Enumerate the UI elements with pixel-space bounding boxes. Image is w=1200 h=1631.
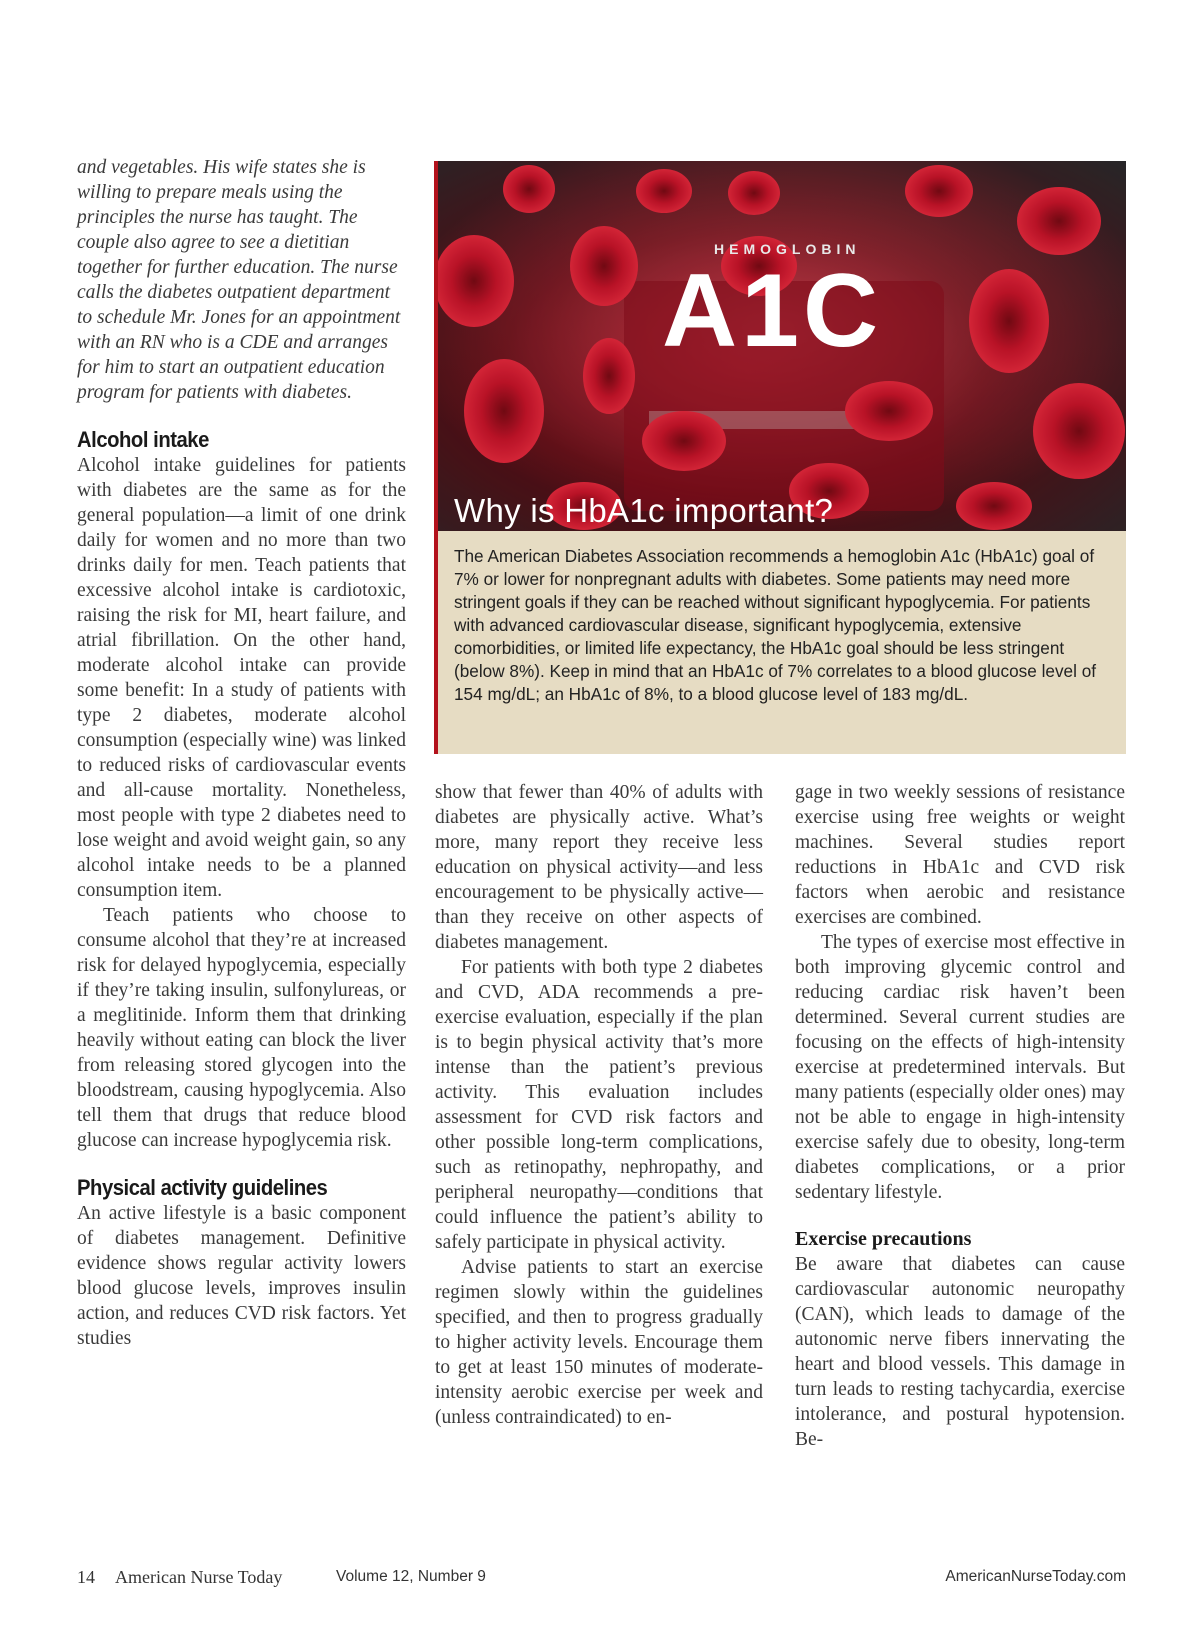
column-2-paragraph-1: show that fewer than 40% of adults with diabetes are physically active. What’s more, many report they receive less education on physical activity—and less encouragement to be physically active—than they receive on other aspects of diabetes management. bbox=[435, 782, 763, 953]
volume-issue: Volume 12, Number 9 bbox=[336, 1568, 486, 1585]
hba1c-sidebar bbox=[434, 161, 1126, 754]
case-study-continuation: and vegetables. His wife states she is willing to prepare meals using the principles the nurse has taught. The couple also agree to see a dietitian together for further education. The nurse calls the diabetes outpatient department to schedule Mr. Jones for an appointment with an RN who is a CDE and arranges for him to start an outpatient education program for patients with diabetes. bbox=[77, 157, 401, 403]
alcohol-paragraph-1: Alcohol intake guidelines for patients with diabetes are the same as for the general population—a limit of one drink daily for women and no more than two drinks daily for men. Teach patients that excessive alcohol intake is cardiotoxic, raising the risk for MI, heart failure, and atrial fibrillation. On the other hand, moderate alcohol intake can provide some benefit: In a study of patients with type 2 diabetes, moderate alcohol consumption (especially wine) was linked to reduced risks of cardiovascular events and all-cause mortality. Nonetheless, most people with type 2 diabetes need to lose weight and avoid weight gain, so any alcohol intake needs to be a planned consumption item. bbox=[77, 455, 406, 901]
column-3-paragraph-1: gage in two weekly sessions of resistance exercise using free weights or weight machines. Several studies report reductions in HbA1c and CVD risk factors when aerobic and resistance exercises are combined. bbox=[795, 782, 1125, 928]
sidebar-body-text: The American Diabetes Association recommends a hemoglobin A1c (HbA1c) goal of 7% or lower for nonpregnant adults with diabetes. Some patients may need more stringent goals if they can be reached without significant hypoglycemia. For patients with advanced cardiovascular disease, significant hypoglycemia, extensive comorbidities, or limited life expectancy, the HbA1c goal should be less stringent (below 8%). Keep in mind that an HbA1c of 7% correlates to a blood glucose level of 154 mg/dL; an HbA1c of 8%, to a blood glucose level of 183 mg/dL. bbox=[454, 546, 1097, 704]
physical-activity-heading: Physical activity guidelines bbox=[77, 1175, 328, 1200]
website-url: AmericanNurseToday.com bbox=[945, 1568, 1126, 1585]
sidebar-accent-rule bbox=[434, 161, 438, 754]
column-2 bbox=[435, 780, 763, 1430]
column-1 bbox=[77, 155, 406, 1351]
exercise-precautions-heading: Exercise precautions bbox=[795, 1228, 972, 1250]
physical-activity-paragraph-1: An active lifestyle is a basic component of diabetes management. Definitive evidence shows regular activity lowers blood glucose levels, improves insulin action, and reduces CVD risk factors. Yet studies bbox=[77, 1203, 406, 1349]
photo-hemoglobin-label: HEMOGLOBIN bbox=[714, 241, 861, 257]
sidebar-title: Why is HbA1c important? bbox=[454, 492, 834, 529]
page-footer bbox=[77, 1567, 1126, 1593]
journal-name: American Nurse Today bbox=[115, 1567, 283, 1587]
alcohol-intake-heading: Alcohol intake bbox=[77, 427, 209, 452]
exercise-precautions-paragraph-1: Be aware that diabetes can cause cardiovascular autonomic neuropathy (CAN), which leads to damage of the autonomic nerve fibers innervating the heart and blood vessels. This damage in turn leads to resting tachycardia, exercise intolerance, and postural hypotension. Be- bbox=[795, 1254, 1125, 1450]
column-2-paragraph-2: For patients with both type 2 diabetes and CVD, ADA recommends a pre-exercise evaluation, especially if the plan is to begin physical activity that’s more intense than the patient’s previous activity. This evaluation includes assessment for CVD risk factors and other possible long-term complications, such as retinopathy, nephropathy, and peripheral neuropathy—conditions that could influence the patient’s ability to safely participate in physical activity. bbox=[435, 957, 763, 1253]
page-number: 14 bbox=[77, 1567, 95, 1587]
column-3-paragraph-2: The types of exercise most effective in both improving glycemic control and reducing cardiac risk haven’t been determined. Several current studies are focusing on the effects of high-intensity exercise at predetermined intervals. But many patients (especially older ones) may not be able to engage in high-intensity exercise safely due to obesity, long-term diabetes complications, or a prior sedentary lifestyle. bbox=[795, 932, 1125, 1203]
hemoglobin-a1c-photo bbox=[434, 161, 1126, 531]
column-3 bbox=[795, 780, 1125, 1452]
column-2-paragraph-3: Advise patients to start an exercise regimen slowly within the guidelines specified, and then to progress gradually to higher activity levels. Encourage them to get at least 150 minutes of moderate-intensity aerobic exercise per week and (unless contraindicated) to en- bbox=[435, 1257, 763, 1428]
alcohol-paragraph-2: Teach patients who choose to consume alcohol that they’re at increased risk for delayed hypoglycemia, especially if they’re taking insulin, sulfonylureas, or a meglitinide. Inform them that drinking heavily without eating can block the liver from releasing stored glycogen into the bloodstream, causing hypoglycemia. Also tell them that drugs that reduce blood glucose can increase hypoglycemia risk. bbox=[77, 905, 406, 1151]
photo-a1c-label: A1C bbox=[662, 253, 883, 369]
